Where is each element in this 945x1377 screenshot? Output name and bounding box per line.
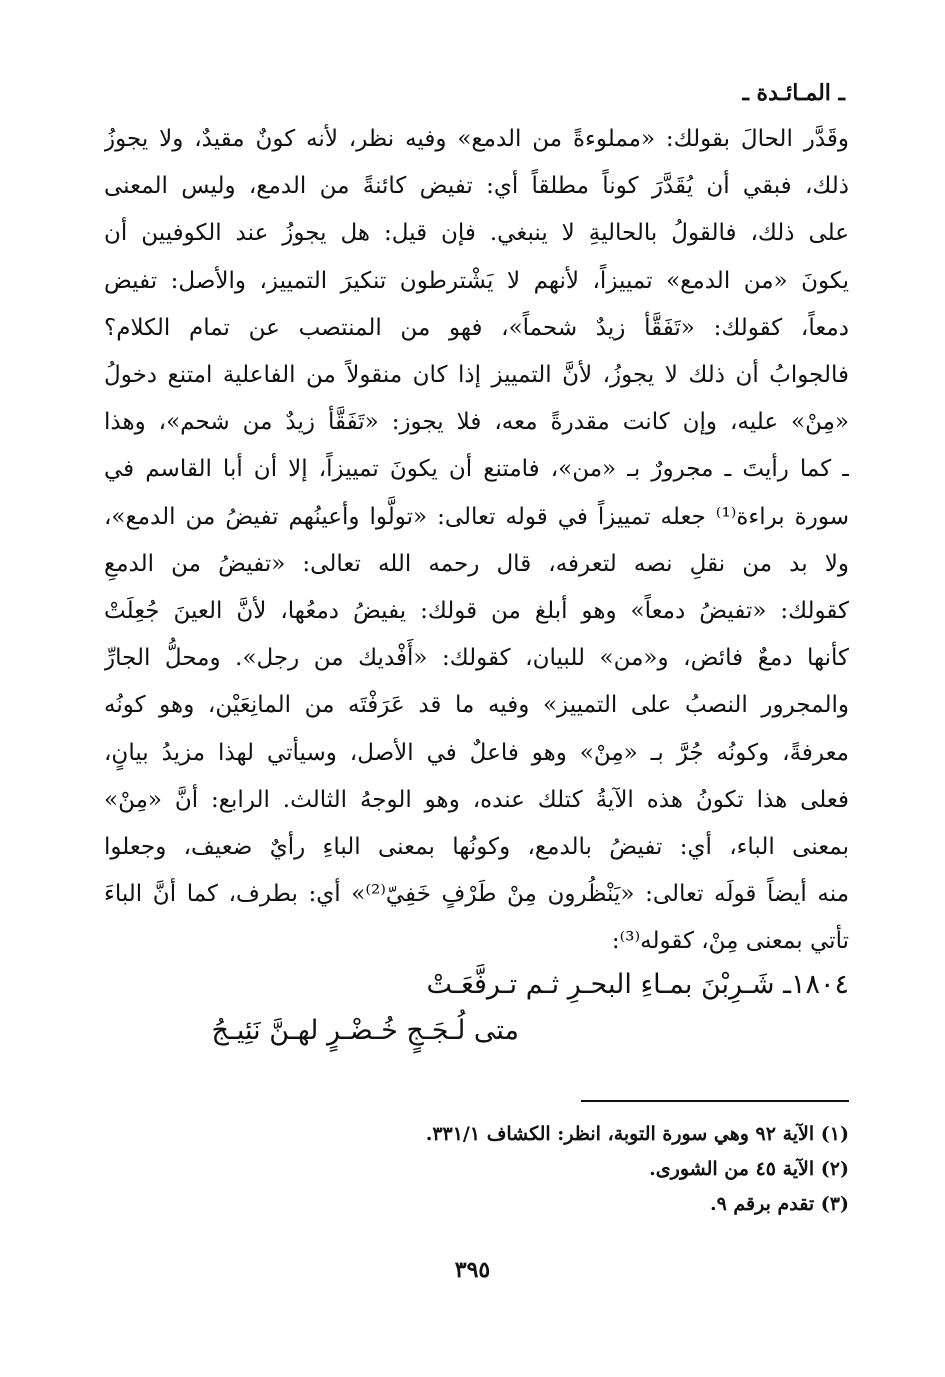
footnote: (١) الآية ٩٢ وهي سورة التوبة، انظر: الكشاف ٣٣١/١. [425, 1123, 849, 1145]
text-line-last: تأتي بمعنى مِنْ، كقوله⁽³⁾: [611, 928, 849, 955]
footnote: (٣) تقدم برقم ٩. [709, 1193, 849, 1215]
text-line: معرفةً، وكونُه جُرَّ بـ «مِنْ» وهو فاعلٌ في الأصل، وسيأتي لهذا مزيدُ بيانٍ، [104, 739, 849, 766]
page-number: ٣٩٥ [454, 1257, 491, 1283]
text-line: ـ كما رأيتَ ـ مجرورٌ بـ «من»، فامتنع أن يكونَ تمييزاً، إلا أن أبا القاسم في [104, 456, 849, 483]
text-line: كأنها دمعٌ فائض، و«من» للبيان، كقولك: «أَفْديك من رجل». ومحلُّ الجارِّ [104, 645, 849, 672]
footnote: (٢) الآية ٤٥ من الشورى. [649, 1158, 849, 1180]
text-line: سورة براءة⁽¹⁾ جعله تمييزاً في قوله تعالى: «تولَّوا وأعينُهم تفيضُ من الدمع»، [104, 503, 849, 530]
verse-second-hemistich: متى لُـجَـجٍ خُـضْـرٍ لهـنَّ نَئِيـجُ [211, 1015, 519, 1046]
text-line: يكونَ «من الدمع» تمييزاً، لأنهم لا يَشْترطون تنكيرَ التمييز، والأصل: تفيض [104, 267, 849, 294]
footnote-divider [581, 1100, 849, 1102]
text-line: بمعنى الباء، أي: تفيضُ بالدمع، وكونُها بمعنى الباءِ رأيٌ ضعيف، وجعلوا [104, 834, 849, 861]
text-line: والمجرور النصبُ على التمييز» وفيه ما قد عَرَفْتَه من المانِعَيْن، وهو كونُه [104, 692, 849, 719]
text-line: وقَدَّر الحالَ بقولك: «مملوءةً من الدمع» وفيه نظر، لأنه كونٌ مقيدٌ، ولا يجوزُ [104, 126, 849, 152]
text-line: «مِنْ» عليه، وإن كانت مقدرةً معه، فلا يجوز: «تَفَقَّأ زيدٌ من شحم»، وهذا [104, 409, 849, 436]
footnotes [104, 1117, 849, 1222]
text-line: كقولك: «تفيضُ دمعاً» وهو أبلغ من قولك: يفيضُ دمعُها، لأنَّ العينَ جُعِلَتْ [104, 598, 849, 625]
text-line: فالجوابُ أن ذلك لا يجوزُ، لأنَّ التمييز إذا كان منقولاً من الفاعلية امتنع دخولُ [104, 362, 849, 389]
text-line: ولا بد من نقلِ نصه لتعرفه، قال رحمه الله تعالى: «تفيضُ من الدمعِ [104, 550, 849, 577]
text-line: على ذلك، فالقولُ بالحاليةِ لا ينبغي. فإن قيل: هل يجوزُ عند الكوفيين أن [104, 220, 849, 247]
text-line: فعلى هذا تكونُ هذه الآيةُ كتلك عنده، وهو الوجهُ الثالث. الرابع: أنَّ «مِنْ» [104, 786, 849, 813]
text-line: ذلك، فبقي أن يُقَدَّرَ كوناً مطلقاً أي: تفيض كائنةً من الدمع، وليس المعنى [104, 173, 849, 200]
text-line: دمعاً، كقولك: «تَفَقَّأ زيدٌ شحماً»، فهو من المنتصب عن تمام الكلام؟ [104, 314, 849, 341]
verse-first-hemistich: ١٨٠٤ـ شَـرِبْنَ بمـاءِ البحـرِ ثـم تـرفَّعَـتْ [426, 969, 849, 1000]
text-line: منه أيضاً قولَه تعالى: «يَنْظُرون مِنْ طَرْفٍ خَفِيّ⁽²⁾» أي: بطرف، كما أنَّ الباءَ [104, 881, 849, 908]
poetry-verse [104, 962, 849, 1054]
main-text [104, 116, 849, 966]
running-header: ـ المـائـدة ـ [742, 80, 845, 106]
